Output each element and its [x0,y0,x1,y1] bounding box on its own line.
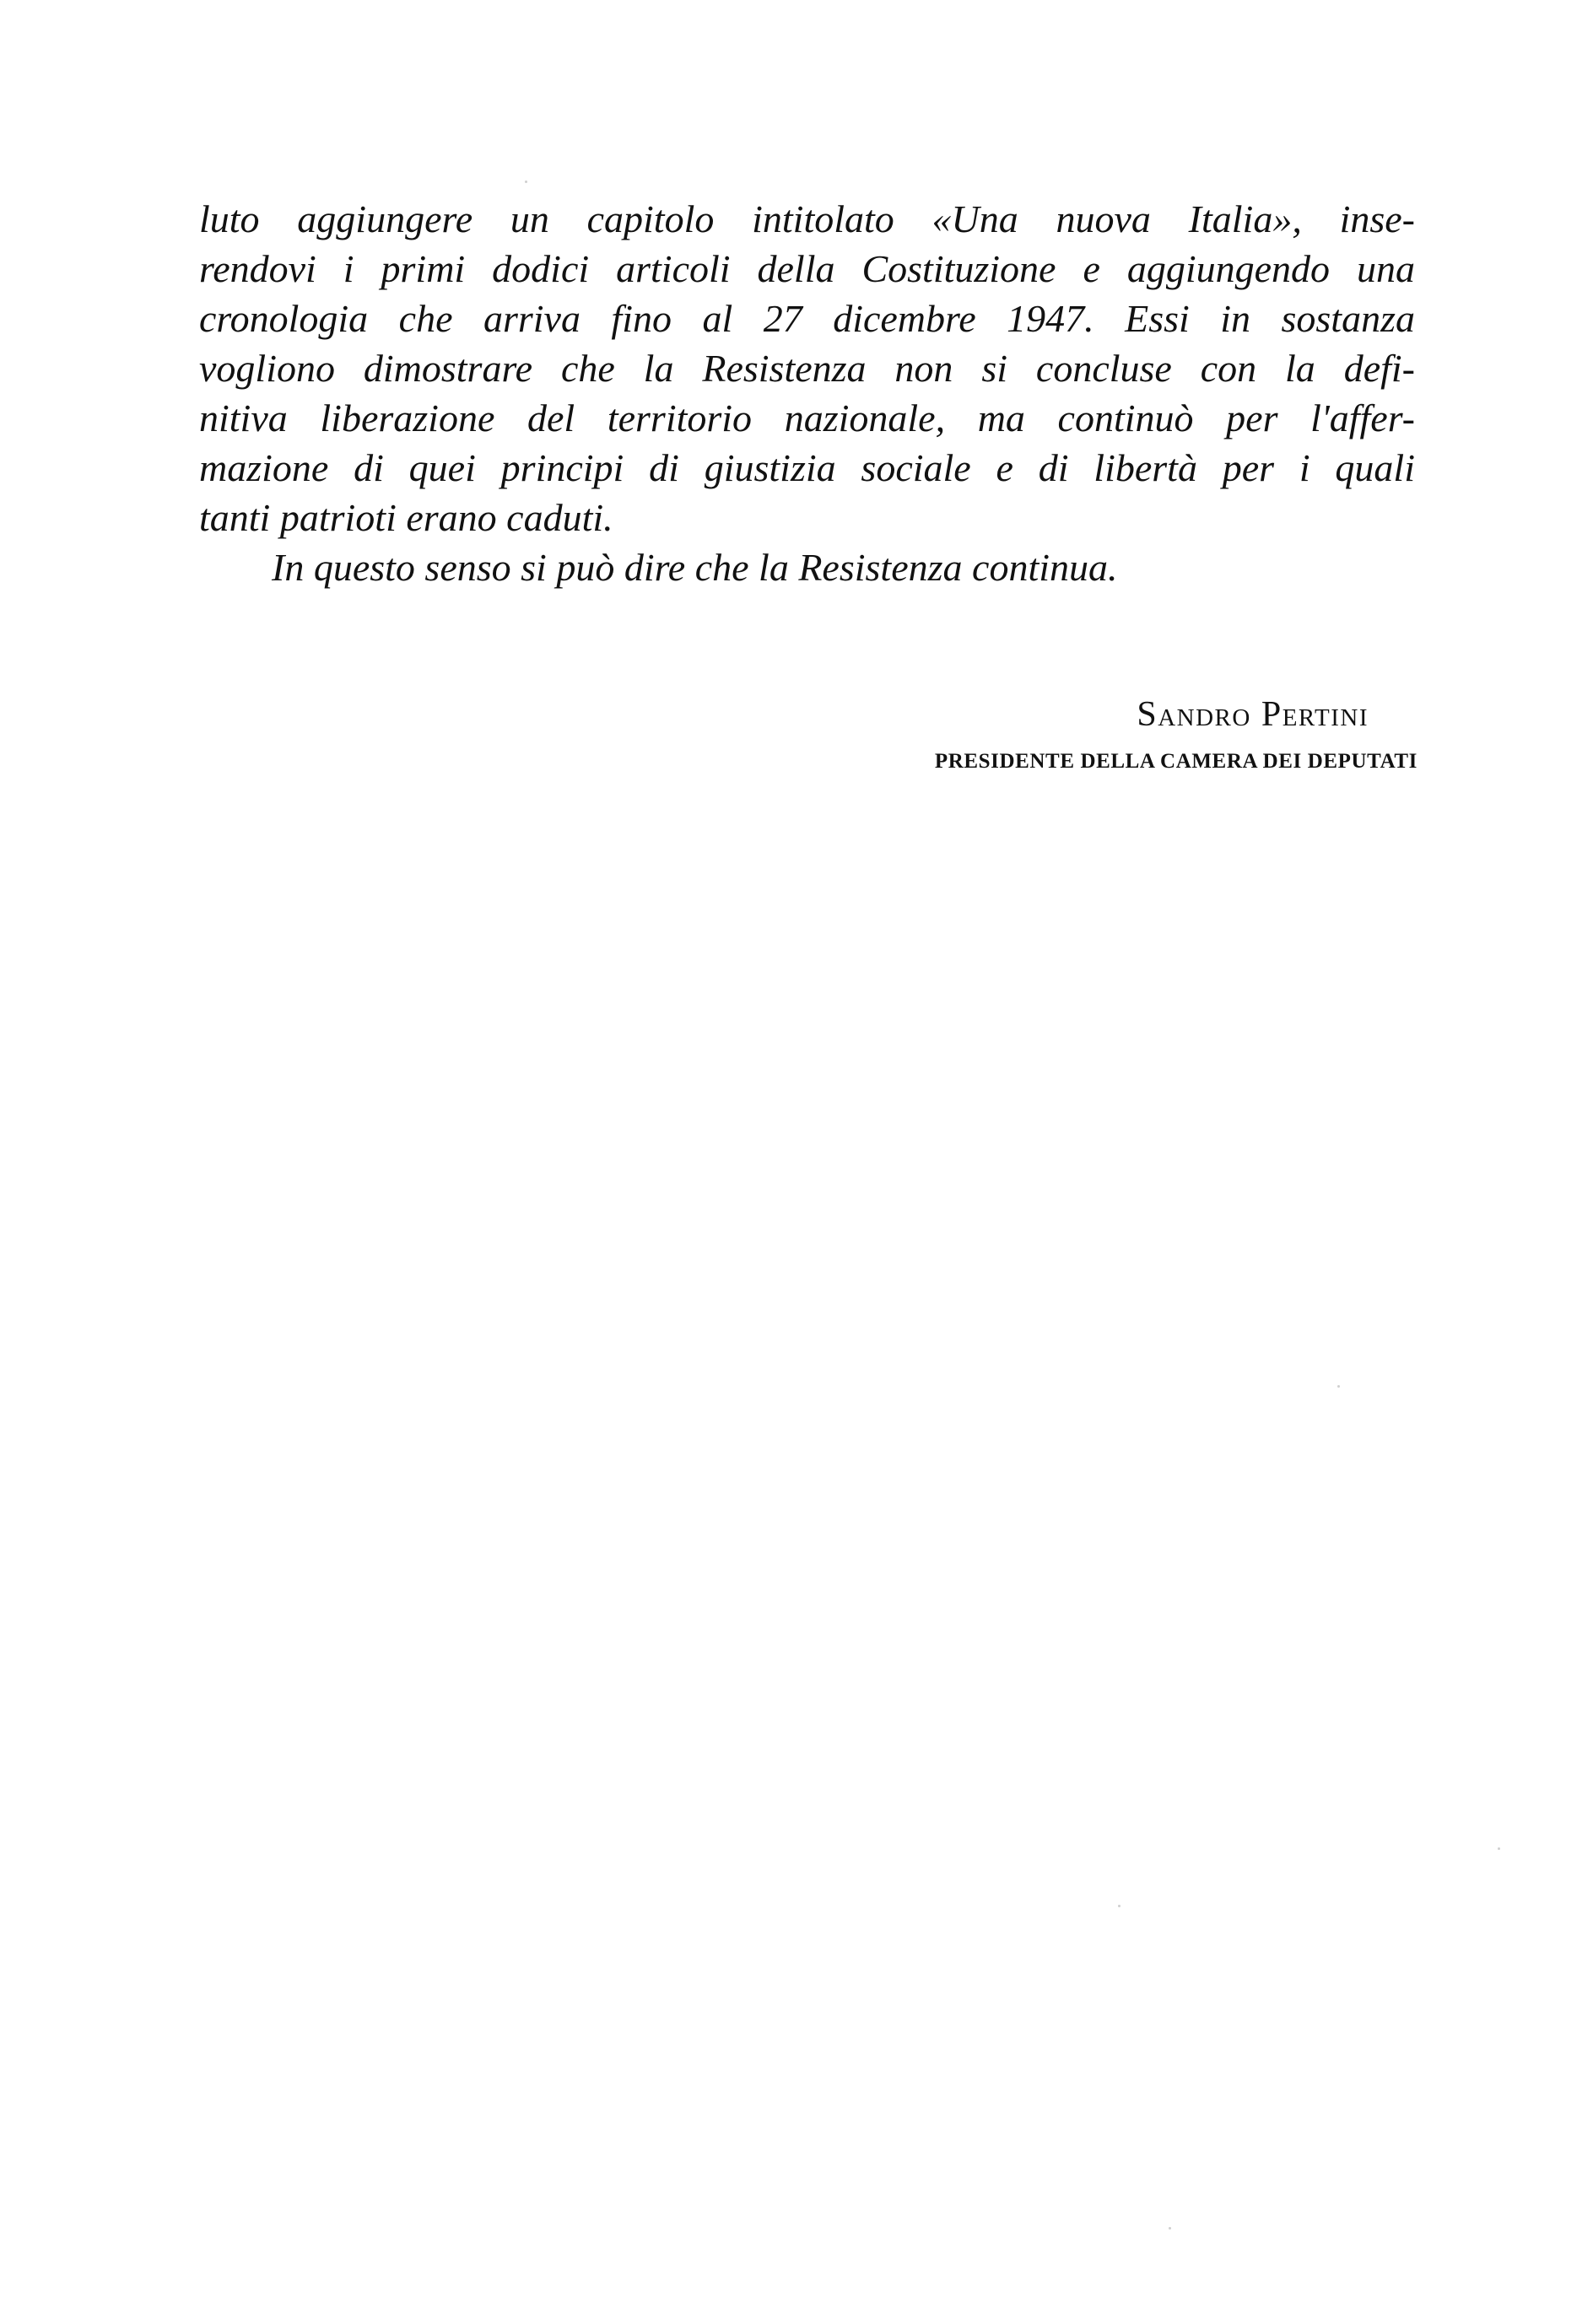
text-line: mazione di quei principi di giustizia sociale e di libertà per i quali [199,446,1415,489]
text-line: luto aggiungere un capitolo intitolato «Una nuova Italia», inse- [199,197,1415,240]
paper-speck [525,181,527,183]
signature-title: PRESIDENTE DELLA CAMERA DEI DEPUTATI [934,750,1418,773]
paper-speck [1337,1385,1340,1388]
signature-block [935,693,1418,778]
text-line: vogliono dimostrare che la Resistenza non si concluse con la defi- [199,347,1415,390]
text-line: rendovi i primi dodici articoli della Costituzione e aggiungendo una [199,247,1415,290]
paper-speck [1118,1905,1120,1907]
closing-paragraph: In questo senso si può dire che la Resistenza continua. [272,546,1118,589]
text-line: tanti patrioti erano caduti. [199,496,613,539]
paper-speck [1169,2227,1171,2230]
text-line: nitiva liberazione del territorio nazionale, ma continuò per l'affer- [199,396,1415,439]
body-text [199,194,1415,592]
paper-speck [1498,1847,1500,1850]
signature-name: Sandro Pertini [1137,695,1369,734]
text-line: cronologia che arriva fino al 27 dicembre 1947. Essi in sostanza [199,297,1415,340]
